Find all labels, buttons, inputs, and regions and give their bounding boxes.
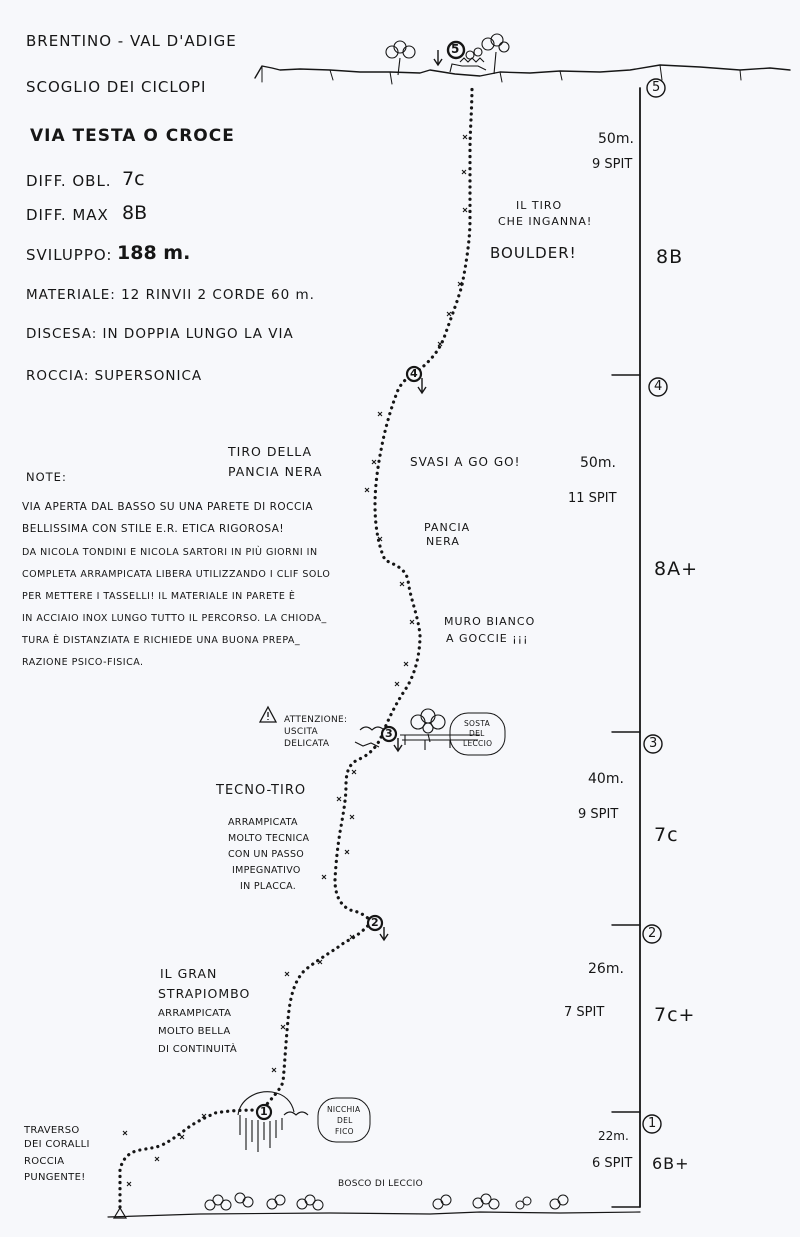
bolt-x [463, 135, 467, 139]
roccia-line: ROCCIA: SUPERSONICA [26, 368, 203, 384]
annotation-nicchia-line3: FICO [335, 1127, 354, 1136]
pitch-2-spits: 7 SPIT [564, 1005, 605, 1020]
sviluppo-label: SVILUPPO: [26, 246, 113, 264]
bolt-x [378, 412, 382, 416]
belay-number-1: 1 [260, 1105, 268, 1118]
notes-line: DA NICOLA TONDINI E NICOLA SARTORI IN PIÙ GIORNI IN [22, 547, 318, 558]
annotation-muro-line2: A GOCCIE ¡¡¡ [446, 632, 529, 645]
annotation-bosco: BOSCO DI LECCIO [338, 1179, 423, 1189]
belay-number-4: 4 [410, 367, 418, 380]
pitch-2-grade: 7c+ [654, 1004, 696, 1026]
annotation-attenzione-line2: USCITA [284, 727, 318, 737]
annotation-attenzione-line3: DELICATA [284, 739, 330, 749]
scale-number-1: 1 [648, 1116, 657, 1131]
annotation-attenzione-line1: ATTENZIONE: [284, 715, 348, 725]
materiale-line: MATERIALE: 12 RINVII 2 CORDE 60 m. [26, 287, 315, 303]
annotation-nicchia-line1: NICCHIA [327, 1105, 361, 1114]
tecno-desc-line: CON UN PASSO [228, 849, 305, 860]
sviluppo-value: 188 m. [117, 242, 191, 264]
gran-desc-line: MOLTO BELLA [158, 1026, 231, 1037]
pitch-3-title: TECNO-TIRO [216, 783, 307, 798]
pitch-4-spits: 11 SPIT [568, 491, 617, 506]
pitch-4-length: 50m. [580, 455, 616, 471]
gran-desc-line: DI CONTINUITÀ [158, 1044, 238, 1055]
bolt-x [345, 850, 349, 854]
scale-number-4: 4 [654, 379, 663, 394]
bolt-x [410, 620, 414, 624]
notes-line: COMPLETA ARRAMPICATA LIBERA UTILIZZANDO I CLIF SOLO [22, 569, 331, 580]
pitch-3-length: 40m. [588, 771, 624, 787]
route-name: VIA TESTA O CROCE [30, 126, 235, 146]
annotation-tiro-5-line2: CHE INGANNA! [498, 215, 593, 228]
bolt-x [365, 488, 369, 492]
annotation-nicchia-line2: DEL [337, 1116, 353, 1125]
tecno-desc-line: ARRAMPICATA [228, 817, 298, 828]
traverso-line: DEI CORALLI [24, 1139, 90, 1150]
bolt-x [463, 208, 467, 212]
bolt-x [395, 682, 399, 686]
pitch-2-length: 26m. [588, 961, 624, 977]
diff-obl-label: DIFF. OBL. [26, 172, 112, 190]
bolt-x [322, 875, 326, 879]
traverso-line: ROCCIA [24, 1156, 65, 1167]
bolt-x [462, 170, 466, 174]
pitch-4-title-line2: PANCIA NERA [228, 464, 323, 479]
tree-icon [205, 1193, 568, 1210]
annotation-sosta-line1: SOSTA [464, 719, 491, 728]
diff-max-label: DIFF. MAX [26, 206, 109, 224]
notes-line: BELLISSIMA CON STILE E.R. ETICA RIGOROSA! [22, 523, 285, 535]
pitch-1-length: 22m. [598, 1129, 629, 1143]
pitch-5-length: 50m. [598, 131, 634, 147]
scale-belay-circles [643, 79, 667, 1133]
notes-line: TURA È DISTANZIATA E RICHIEDE UNA BUONA PREPA_ [22, 635, 301, 646]
scale-number-3: 3 [649, 736, 658, 751]
traverso-line: PUNGENTE! [24, 1172, 86, 1183]
notes-title: NOTE: [26, 470, 67, 484]
rappel-arrow-icon [380, 50, 442, 940]
belay-markers [257, 42, 464, 1119]
annotation-pancia-line2: NERA [426, 535, 460, 548]
annotation-boulder: BOULDER! [490, 244, 577, 262]
pitch-4-grade: 8A+ [654, 558, 699, 580]
annotation-muro-line1: MURO BIANCO [444, 615, 536, 628]
pitch-5-grade: 8B [656, 246, 684, 268]
tecno-desc-line: MOLTO TECNICA [228, 833, 310, 844]
ground-line [108, 1212, 640, 1217]
scale-number-5: 5 [652, 80, 661, 95]
overhang-drawing [238, 1092, 308, 1152]
annotation-pancia-line1: PANCIA [424, 521, 471, 534]
annotation-sosta-line2: DEL [469, 729, 485, 738]
belay-number-5: 5 [451, 42, 460, 56]
location-title: BRENTINO - VAL D'ADIGE [26, 32, 237, 50]
bolt-x [318, 960, 322, 964]
bolt-x [272, 1068, 276, 1072]
tree-icon [386, 34, 509, 75]
tree-icon [355, 709, 480, 750]
pitch-1-grade: 6B+ [652, 1154, 690, 1173]
bolt-x [372, 460, 376, 464]
bolt-x [127, 1182, 131, 1186]
tecno-desc-line: IN PLACCA. [240, 881, 297, 892]
scale-number-2: 2 [648, 926, 657, 941]
gran-desc-line: ARRAMPICATA [158, 1008, 232, 1019]
diff-obl-value: 7c [122, 168, 145, 190]
pitch-5-spits: 9 SPIT [592, 157, 633, 172]
notes-line: VIA APERTA DAL BASSO SU UNA PARETE DI ROCCIA [22, 501, 314, 513]
bolt-x [352, 770, 356, 774]
annotation-tiro-5-line1: IL TIRO [516, 199, 563, 212]
bolt-x [337, 797, 341, 801]
diff-max-value: 8B [122, 202, 148, 224]
cliff-top-outline [255, 65, 790, 78]
pitch-1-spits: 6 SPIT [592, 1156, 633, 1171]
pitch-2-title-line1: IL GRAN [160, 966, 218, 981]
bolt-x [350, 815, 354, 819]
notes-line: IN ACCIAIO INOX LUNGO TUTTO IL PERCORSO. LA CHIODA_ [22, 613, 327, 624]
bolt-x [404, 662, 408, 666]
bolt-x [155, 1157, 159, 1161]
bolt-x [180, 1135, 184, 1139]
bolt-x [447, 312, 451, 316]
tecno-desc-line: IMPEGNATIVO [232, 865, 301, 876]
bolt-x [281, 1025, 285, 1029]
bolt-x [285, 972, 289, 976]
discesa-line: DISCESA: IN DOPPIA LUNGO LA VIA [26, 326, 294, 342]
pitch-3-spits: 9 SPIT [578, 807, 619, 822]
bolt-x [400, 582, 404, 586]
bolt-x [123, 1131, 127, 1135]
traverso-line: TRAVERSO [24, 1125, 80, 1136]
annotation-sosta-line3: LECCIO [463, 739, 493, 748]
notes-line: RAZIONE PSICO-FISICA. [22, 657, 144, 668]
belay-number-2: 2 [371, 916, 379, 929]
notes-line: PER METTERE I TASSELLI! IL MATERIALE IN PARETE È [22, 591, 296, 602]
warning-icon [260, 707, 276, 722]
pitch-4-title-line1: TIRO DELLA [228, 444, 313, 459]
belay-number-3: 3 [385, 727, 393, 740]
crag-name: SCOGLIO DEI CICLOPI [26, 78, 207, 96]
annotation-svasi: SVASI A GO GO! [410, 455, 521, 469]
pitch-2-title-line2: STRAPIOMBO [158, 986, 251, 1001]
pitch-3-grade: 7c [654, 824, 679, 846]
